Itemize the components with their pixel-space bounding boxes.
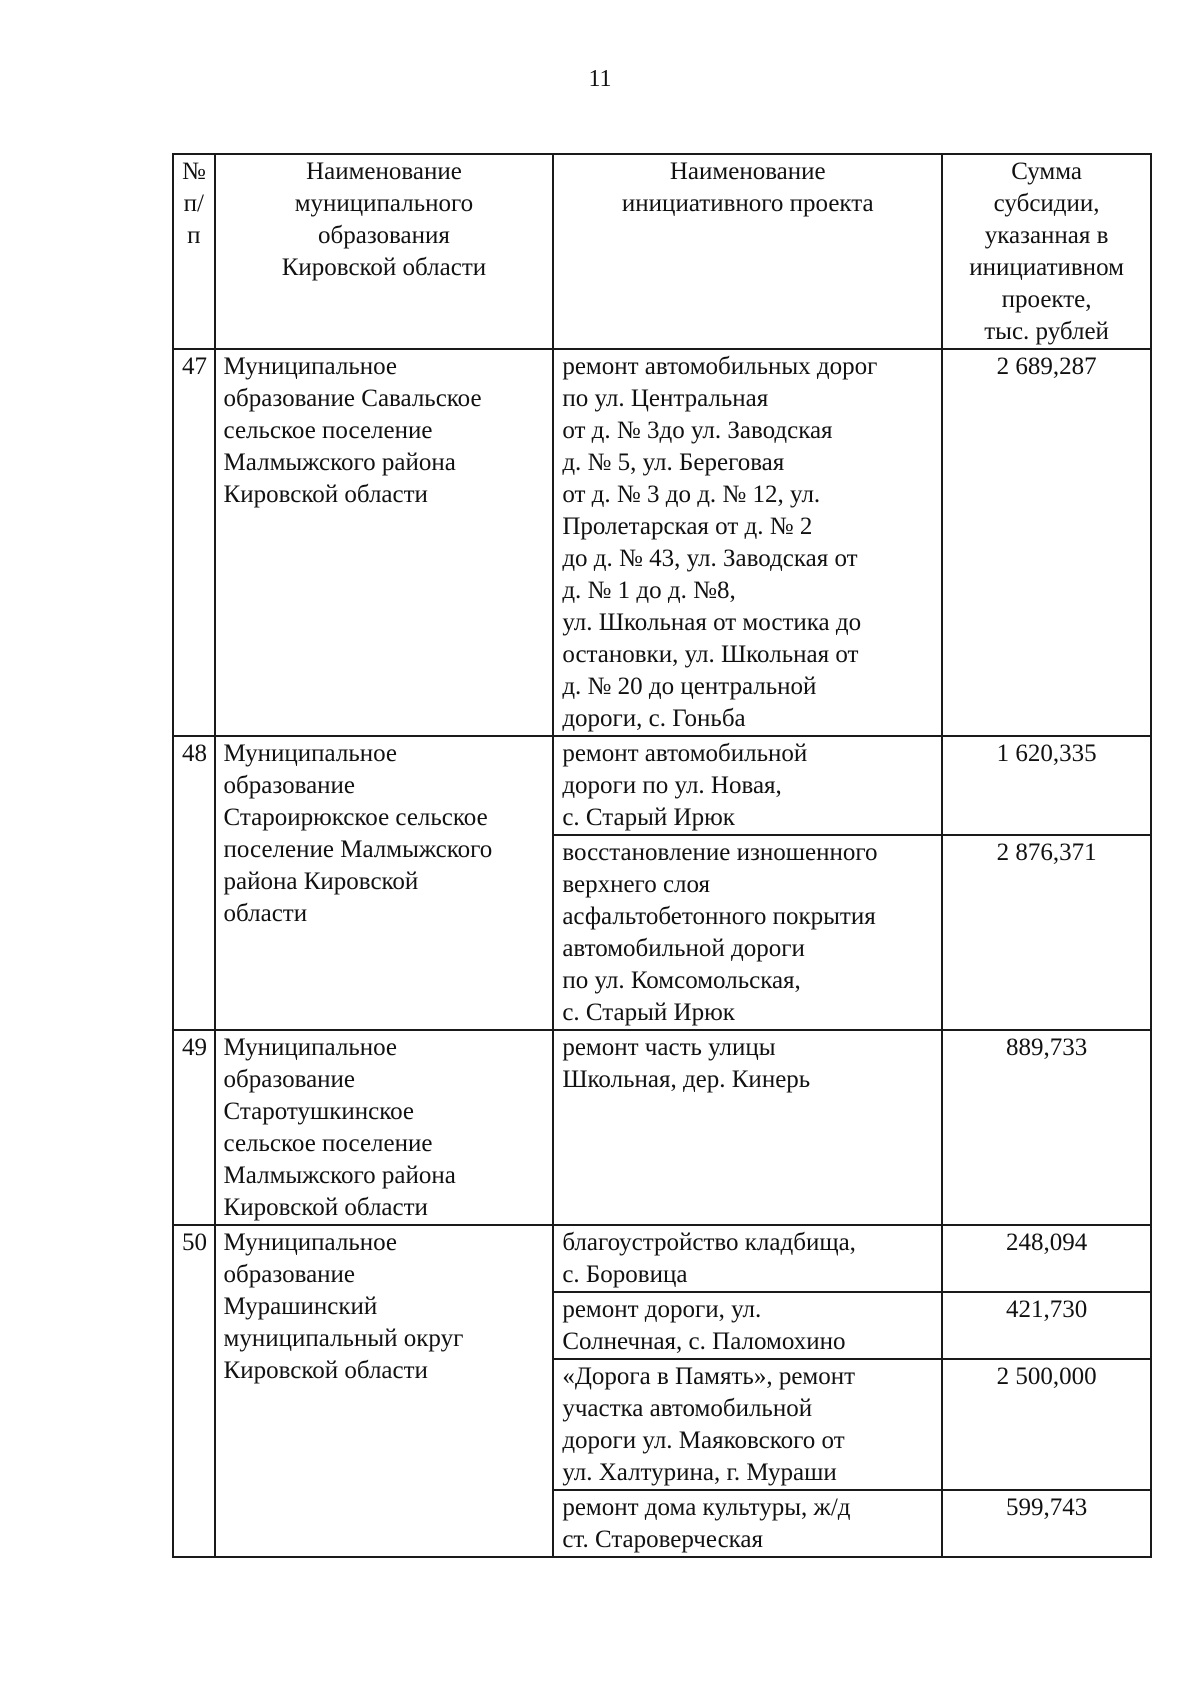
header-number: № п/п	[173, 154, 215, 349]
table-row	[173, 1225, 1151, 1292]
row-number: 49	[173, 1030, 215, 1225]
subsidy-sum: 889,733	[942, 1030, 1151, 1225]
table-header-row	[173, 154, 1151, 349]
subsidy-sum: 599,743	[942, 1490, 1151, 1557]
project-name: восстановление изношенного верхнего слоя асфальтобетонного покрытия автомобильной дороги по ул. Комсомольская, с. Старый Ирюк	[553, 835, 942, 1030]
subsidy-table	[172, 153, 1152, 1558]
municipality-name: Муниципальное образование Савальское сельское поселение Малмыжского района Кировской области	[215, 349, 554, 736]
header-project: Наименование инициативного проекта	[553, 154, 942, 349]
project-name: ремонт часть улицы Школьная, дер. Кинерь	[553, 1030, 942, 1225]
table-row	[173, 736, 1151, 835]
project-name: ремонт дороги, ул. Солнечная, с. Паломохино	[553, 1292, 942, 1359]
table-row	[173, 349, 1151, 736]
header-sum: Сумма субсидии, указанная в инициативном проекте, тыс. рублей	[942, 154, 1151, 349]
subsidy-sum: 421,730	[942, 1292, 1151, 1359]
page-number: 11	[588, 66, 612, 92]
subsidy-sum: 1 620,335	[942, 736, 1151, 835]
municipality-name: Муниципальное образование Старотушкинское сельское поселение Малмыжского района Кировской области	[215, 1030, 554, 1225]
subsidy-sum: 2 876,371	[942, 835, 1151, 1030]
row-number: 47	[173, 349, 215, 736]
municipality-name: Муниципальное образование Мурашинский муниципальный округ Кировской области	[215, 1225, 554, 1557]
header-municipality: Наименование муниципального образования Кировской области	[215, 154, 554, 349]
subsidy-sum: 2 689,287	[942, 349, 1151, 736]
project-name: ремонт дома культуры, ж/д ст. Староверческая	[553, 1490, 942, 1557]
project-name: благоустройство кладбища, с. Боровица	[553, 1225, 942, 1292]
row-number: 50	[173, 1225, 215, 1557]
project-name: «Дорога в Память», ремонт участка автомобильной дороги ул. Маяковского от ул. Халтурина, г. Мураши	[553, 1359, 942, 1490]
subsidy-sum: 248,094	[942, 1225, 1151, 1292]
project-name: ремонт автомобильных дорог по ул. Центральная от д. № 3до ул. Заводская д. № 5, ул. Береговая от д. № 3 до д. № 12, ул. Пролетарская от д. № 2 до д. № 43, ул. Заводская от д. № 1 до д. №8, ул. Школьная от мостика до остановки, ул. Школьная от д. № 20 до центральной дороги, с. Гоньба	[553, 349, 942, 736]
project-name: ремонт автомобильной дороги по ул. Новая, с. Старый Ирюк	[553, 736, 942, 835]
row-number: 48	[173, 736, 215, 1030]
table-row	[173, 1030, 1151, 1225]
municipality-name: Муниципальное образование Староирюкское сельское поселение Малмыжского района Кировской области	[215, 736, 554, 1030]
subsidy-sum: 2 500,000	[942, 1359, 1151, 1490]
